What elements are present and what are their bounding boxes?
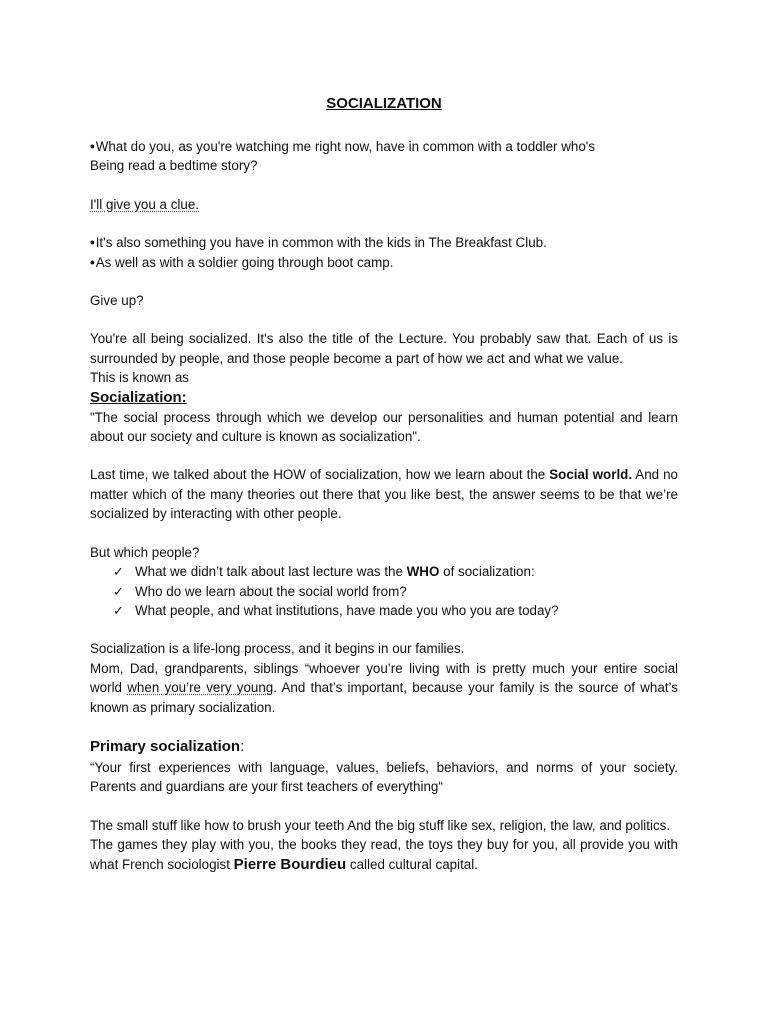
give-up-text: Give up? (90, 293, 144, 309)
bullet-glyph: • (90, 254, 95, 270)
family-paragraph (90, 659, 678, 717)
social-world-term: Social world. (549, 467, 633, 483)
list-item (113, 582, 678, 601)
lifelong-text: Socialization is a life-long process, and it begins in our families. (90, 641, 465, 657)
socialization-heading: Socialization: (90, 388, 187, 406)
socialized-paragraph: You're all being socialized. It's also the title of the Lecture. You probably saw that. Each of us is surrounded by people, and those people become a part of how we act and what we value. (90, 331, 678, 366)
bullet-item (90, 253, 678, 272)
question-paragraph (90, 137, 678, 176)
bourdieu-name: Pierre Bourdieu (233, 855, 347, 873)
list-item (113, 601, 678, 620)
check-text-c: of socialization: (439, 564, 535, 580)
check-text: Who do we learn about the social world from? (135, 583, 407, 599)
bullet-text: As well as with a soldier going through boot camp. (95, 254, 394, 270)
last-time-paragraph (90, 465, 678, 523)
document-body (90, 94, 678, 874)
checkmark-icon: ✓ (113, 583, 124, 599)
games-text-a: The games they play with you, the books they read, the toys they buy for you, all provide you with what French sociologist (90, 837, 678, 872)
which-people-text: But which people? (90, 544, 200, 560)
very-young-text: when you’re very young (127, 680, 274, 696)
page-title: SOCIALIZATION (326, 95, 442, 112)
question-line-2: Being read a bedtime story? (90, 158, 258, 174)
primary-heading-text: Primary socialization (90, 737, 241, 755)
last-time-text-a: Last time, we talked about the HOW of socialization, how we learn about the (90, 467, 550, 483)
bullet-item (90, 233, 678, 252)
games-paragraph (90, 835, 678, 874)
last-time-text-c: And no matter which of the many theories out there that you like best, the answer seems to be that we’re socialized by interacting with other people. (90, 467, 679, 522)
checkmark-icon: ✓ (113, 602, 124, 618)
check-text-a: What we didn’t talk about last lecture was the (135, 564, 407, 580)
checkmark-icon: ✓ (113, 564, 124, 580)
primary-heading-colon: : (240, 737, 245, 755)
bullet-glyph: • (90, 139, 95, 154)
clue-text: I'll give you a clue. (90, 196, 199, 212)
check-list (90, 562, 678, 620)
socialization-definition: "The social process through which we develop our personalities and human potential and learn about our society and culture is known as socialization". (90, 409, 678, 445)
primary-definition: “Your first experiences with language, values, beliefs, behaviors, and norms of your society. Parents and guardians are your first teachers of everything“ (90, 759, 678, 795)
list-item (113, 562, 678, 581)
primary-socialization-heading (90, 736, 678, 758)
games-text-c: called cultural capital. (346, 856, 478, 872)
known-as-text: This is known as (90, 370, 189, 386)
bullet-text: It's also something you have in common with the kids in The Breakfast Club. (95, 235, 547, 251)
question-line-1: What do you, as you're watching me right now, have in common with a toddler who's (95, 139, 596, 154)
family-text-a: Mom, Dad, grandparents, siblings “whoever you’re living with is pretty much your entire social world (90, 660, 678, 696)
who-term: WHO (406, 564, 440, 580)
check-text: What people, and what institutions, have made you who you are today? (135, 602, 559, 618)
family-text-c: . And that’s important, because your family is the source of what’s known as primary socialization. (90, 680, 678, 715)
small-stuff-paragraph: The small stuff like how to brush your teeth And the big stuff like sex, religion, the law, and politics. (90, 817, 671, 833)
bullet-glyph: • (90, 235, 95, 251)
